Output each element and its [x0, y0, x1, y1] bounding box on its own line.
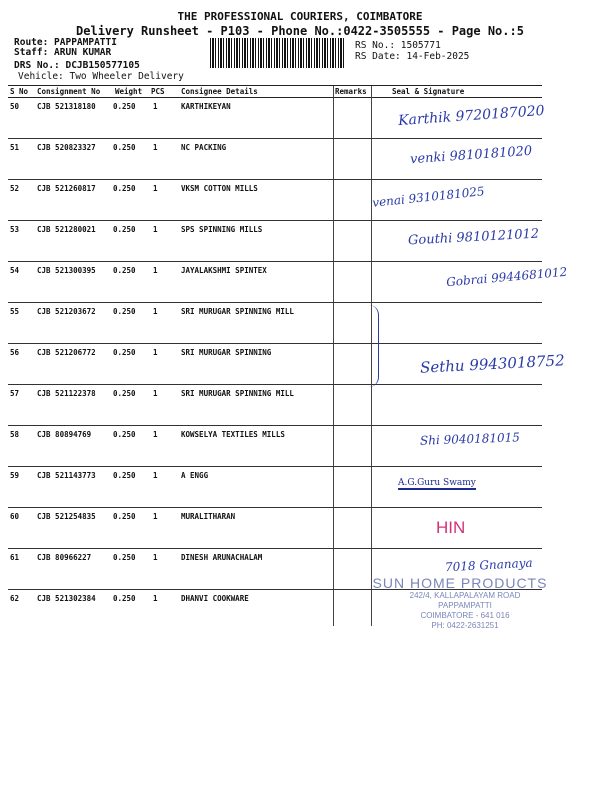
cell-weight: 0.250: [113, 471, 136, 480]
cell-pcs: 1: [153, 307, 158, 316]
cell-sno: 62: [10, 594, 20, 603]
table-top-border: [8, 85, 542, 86]
stamp-name: SUN HOME PRODUCTS: [372, 575, 548, 591]
signature-55-57: Sethu 9943018752: [419, 351, 566, 377]
cell-consignee: MURALITHARAN: [181, 512, 236, 521]
cell-cons: CJB 521300395: [37, 266, 96, 275]
cell-weight: 0.250: [113, 348, 136, 357]
cell-consignee: SRI MURUGAR SPINNING: [181, 348, 272, 357]
rs-number: RS No.: 1505771: [355, 40, 441, 51]
col-remarks: Remarks: [335, 87, 367, 96]
cell-consignee: DHANVI COOKWARE: [181, 594, 249, 603]
cell-pcs: 1: [153, 184, 158, 193]
signature-50: Karthik 9720187020: [397, 102, 546, 130]
cell-sno: 56: [10, 348, 20, 357]
staff-label: Staff: ARUN KUMAR: [14, 47, 112, 58]
cell-weight: 0.250: [113, 266, 136, 275]
cell-pcs: 1: [153, 471, 158, 480]
cell-pcs: 1: [153, 553, 158, 562]
cell-cons: CJB 521254835: [37, 512, 96, 521]
signature-58: Shi 9040181015: [419, 430, 521, 448]
cell-weight: 0.250: [113, 225, 136, 234]
cell-weight: 0.250: [113, 389, 136, 398]
cell-cons: CJB 520823327: [37, 143, 96, 152]
signature-51: venki 9810181020: [409, 143, 533, 168]
stamp-address-1: 242/4, KALLAPALAYAM ROAD: [409, 591, 521, 600]
stamp-address-3: COIMBATORE - 641 016: [420, 611, 510, 620]
signature-53: Gouthi 9810121012: [407, 226, 540, 249]
stamp-phone: PH: 0422-2631251: [431, 621, 499, 630]
barcode-image: [210, 38, 346, 68]
cell-consignee: A ENGG: [181, 471, 209, 480]
col-pcs: PCS: [151, 87, 165, 96]
signature-61: 7018 Gnanaya: [444, 555, 533, 575]
col-consignment: Consignment No: [37, 87, 101, 96]
col-consignee: Consignee Details: [181, 87, 258, 96]
table-row: [8, 302, 542, 344]
cell-weight: 0.250: [113, 143, 136, 152]
cell-pcs: 1: [153, 430, 158, 439]
cell-sno: 52: [10, 184, 20, 193]
cell-cons: CJB 521203672: [37, 307, 96, 316]
signature-60: HIN: [436, 518, 466, 537]
cell-pcs: 1: [153, 266, 158, 275]
col-signature: Seal & Signature: [392, 87, 465, 96]
cell-cons: CJB 521318180: [37, 102, 96, 111]
col-weight: Weight: [115, 87, 143, 96]
cell-cons: CJB 521260817: [37, 184, 96, 193]
route-label: Route: PAPPAMPATTI: [14, 37, 117, 48]
cell-sno: 58: [10, 430, 20, 439]
cell-cons: CJB 521122378: [37, 389, 96, 398]
cell-weight: 0.250: [113, 553, 136, 562]
cell-cons: CJB 521143773: [37, 471, 96, 480]
cell-weight: 0.250: [113, 184, 136, 193]
cell-weight: 0.250: [113, 307, 136, 316]
vehicle-label: Vehicle: Two Wheeler Delivery: [18, 71, 184, 82]
company-title: THE PROFESSIONAL COURIERS, COIMBATORE: [177, 10, 423, 23]
cell-sno: 55: [10, 307, 20, 316]
cell-sno: 54: [10, 266, 20, 275]
cell-pcs: 1: [153, 389, 158, 398]
cell-pcs: 1: [153, 225, 158, 234]
cell-weight: 0.250: [113, 512, 136, 521]
cell-sno: 60: [10, 512, 20, 521]
table-row: [8, 384, 542, 426]
cell-consignee: VKSM COTTON MILLS: [181, 184, 258, 193]
rs-date: RS Date: 14-Feb-2025: [355, 51, 470, 62]
cell-weight: 0.250: [113, 102, 136, 111]
cell-sno: 59: [10, 471, 20, 480]
cell-cons: CJB 80894769: [37, 430, 92, 439]
stamp-address-2: PAPPAMPATTI: [438, 601, 492, 610]
cell-consignee: JAYALAKSHMI SPINTEX: [181, 266, 267, 275]
cell-sno: 57: [10, 389, 20, 398]
runsheet-title: Delivery Runsheet - P103 - Phone No.:0422-3505555 - Page No.:5: [76, 24, 524, 38]
drs-number: DRS No.: DCJB150577105: [14, 60, 140, 71]
cell-pcs: 1: [153, 102, 158, 111]
cell-consignee: SPS SPINNING MILLS: [181, 225, 263, 234]
col-sno: S No: [10, 87, 29, 96]
cell-weight: 0.250: [113, 594, 136, 603]
cell-consignee: SRI MURUGAR SPINNING MILL: [181, 307, 294, 316]
cell-sno: 53: [10, 225, 20, 234]
signature-52: venai 9310181025: [371, 184, 486, 210]
cell-consignee: KARTHIKEYAN: [181, 102, 231, 111]
cell-consignee: NC PACKING: [181, 143, 227, 152]
cell-cons: CJB 521302384: [37, 594, 96, 603]
cell-pcs: 1: [153, 512, 158, 521]
cell-weight: 0.250: [113, 430, 136, 439]
cell-sno: 61: [10, 553, 20, 562]
cell-cons: CJB 521206772: [37, 348, 96, 357]
cell-cons: CJB 80966227: [37, 553, 92, 562]
bracket-mark: [366, 305, 379, 387]
cell-pcs: 1: [153, 143, 158, 152]
cell-pcs: 1: [153, 348, 158, 357]
cell-consignee: SRI MURUGAR SPINNING MILL: [181, 389, 294, 398]
cell-cons: CJB 521280021: [37, 225, 96, 234]
cell-pcs: 1: [153, 594, 158, 603]
cell-consignee: KOWSELYA TEXTILES MILLS: [181, 430, 285, 439]
signature-59: A.G.Guru Swamy: [398, 478, 476, 488]
cell-sno: 51: [10, 143, 20, 152]
signature-54: Gobrai 9944681012: [445, 264, 568, 290]
cell-sno: 50: [10, 102, 20, 111]
cell-consignee: DINESH ARUNACHALAM: [181, 553, 263, 562]
